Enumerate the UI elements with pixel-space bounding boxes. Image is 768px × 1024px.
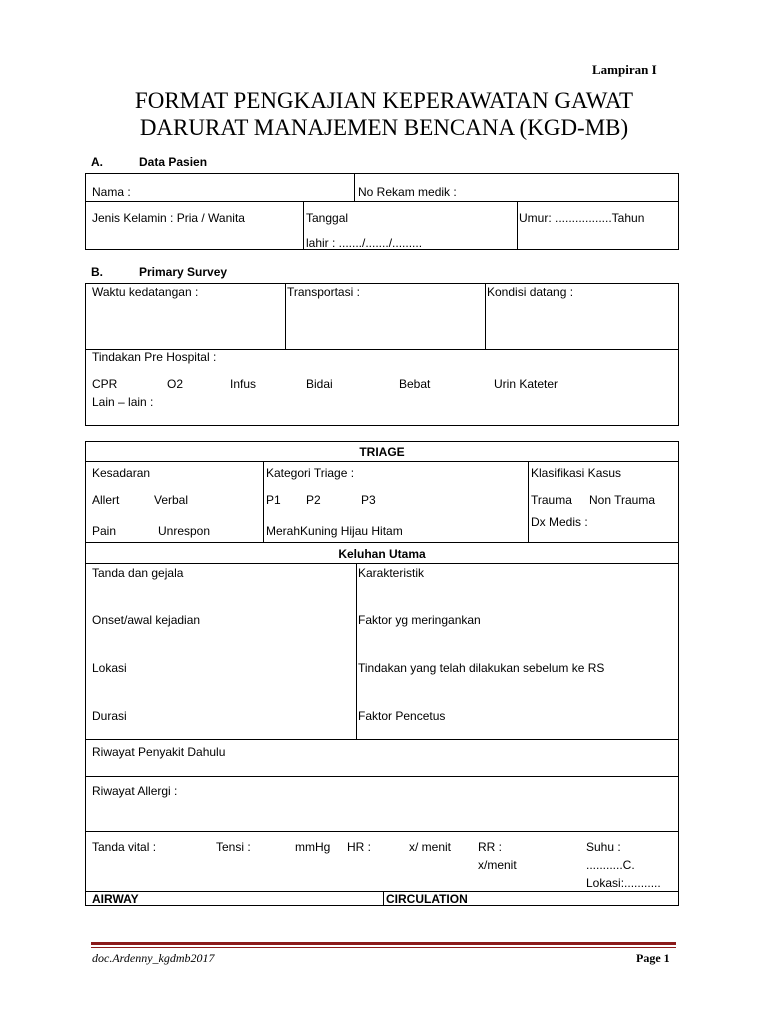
page-title [0,87,768,141]
option-bebat[interactable]: Bebat [399,377,431,391]
option-o2[interactable]: O2 [167,377,184,391]
lain-lain-label[interactable]: Lain – lain : [92,395,154,409]
tanda-gejala-label[interactable]: Tanda dan gejala [92,566,184,580]
triage-colors[interactable]: MerahKuning Hijau Hitam [266,524,403,538]
waktu-kedatangan-label[interactable]: Waktu kedatangan : [92,285,199,299]
option-pain[interactable]: Pain [92,524,117,538]
option-verbal[interactable]: Verbal [154,493,189,507]
hr-label[interactable]: HR : [347,840,371,854]
transportasi-label[interactable]: Transportasi : [287,285,360,299]
option-p3[interactable]: P3 [361,493,376,507]
option-p1[interactable]: P1 [266,493,281,507]
tindakan-sebelum-rs-label[interactable]: Tindakan yang telah dilakukan sebelum ke RS [358,661,605,675]
umur-label[interactable]: Umur: .................Tahun [519,211,645,225]
tanggal-label[interactable]: Tanggal [306,211,349,225]
nama-label[interactable]: Nama : [92,185,131,199]
no-rekam-label[interactable]: No Rekam medik : [358,185,457,199]
suhu-value[interactable]: ...........C. [586,858,635,872]
divider [85,739,679,740]
lahir-label[interactable]: lahir : ......./......./......... [306,236,423,250]
divider [85,891,679,892]
tindakan-pre-hospital-label: Tindakan Pre Hospital : [92,350,217,364]
rr-unit: x/menit [478,858,517,872]
page-number: Page 1 [636,951,670,965]
option-non-trauma[interactable]: Non Trauma [589,493,656,507]
option-bidai[interactable]: Bidai [306,377,333,391]
footer-rule [91,942,676,945]
suhu-lokasi[interactable]: Lokasi:........... [586,876,661,890]
option-urin-kateter[interactable]: Urin Kateter [494,377,559,391]
divider [383,891,384,906]
faktor-meringankan-label[interactable]: Faktor yg meringankan [358,613,481,627]
attachment-label: Lampiran I [592,62,657,77]
section-b-letter: B. [91,265,103,279]
title-line-1: FORMAT PENGKAJIAN KEPERAWATAN GAWAT [134,88,634,113]
option-infus[interactable]: Infus [230,377,257,391]
divider [528,461,529,542]
title-line-2: DARURAT MANAJEMEN BENCANA (KGD-MB) [139,115,629,140]
riwayat-allergi-label[interactable]: Riwayat Allergi : [92,784,178,798]
tensi-label[interactable]: Tensi : [216,840,251,854]
kondisi-datang-label[interactable]: Kondisi datang : [487,285,574,299]
divider [263,461,264,542]
triage-title: TRIAGE [359,445,405,459]
option-trauma[interactable]: Trauma [531,493,572,507]
dx-medis-label[interactable]: Dx Medis : [531,515,588,529]
divider [85,201,679,202]
suhu-label[interactable]: Suhu : [586,840,621,854]
kesadaran-label: Kesadaran [92,466,151,480]
divider [85,563,679,564]
section-a-letter: A. [91,155,103,169]
keluhan-utama-title: Keluhan Utama [338,547,426,561]
airway-label: AIRWAY [92,892,139,906]
divider [517,201,518,250]
kategori-triage-label: Kategori Triage : [266,466,355,480]
karakteristik-label[interactable]: Karakteristik [358,566,425,580]
footer-doc-id: doc.Ardenny_kgdmb2017 [92,951,215,965]
divider [285,283,286,349]
divider [85,461,679,462]
hr-unit: x/ menit [409,840,452,854]
tanda-vital-label: Tanda vital : [92,840,157,854]
faktor-pencetus-label[interactable]: Faktor Pencetus [358,709,446,723]
footer-rule-thin [91,947,676,948]
divider [85,542,679,543]
circulation-label: CIRCULATION [386,892,468,906]
option-p2[interactable]: P2 [306,493,321,507]
divider [356,563,357,739]
mmhg-unit: mmHg [295,840,331,854]
divider [85,776,679,777]
riwayat-penyakit-label[interactable]: Riwayat Penyakit Dahulu [92,745,226,759]
onset-label[interactable]: Onset/awal kejadian [92,613,201,627]
divider [85,831,679,832]
option-cpr[interactable]: CPR [92,377,118,391]
klasifikasi-kasus-label: Klasifikasi Kasus [531,466,622,480]
rr-label[interactable]: RR : [478,840,502,854]
divider [303,201,304,250]
section-a-title: Data Pasien [139,155,208,169]
option-unrespon[interactable]: Unrespon [158,524,211,538]
durasi-label[interactable]: Durasi [92,709,127,723]
divider [485,283,486,349]
option-allert[interactable]: Allert [92,493,120,507]
section-b-title: Primary Survey [139,265,228,279]
lokasi-label[interactable]: Lokasi [92,661,127,675]
jenis-kelamin-label[interactable]: Jenis Kelamin : Pria / Wanita [92,211,245,225]
divider [354,173,355,201]
